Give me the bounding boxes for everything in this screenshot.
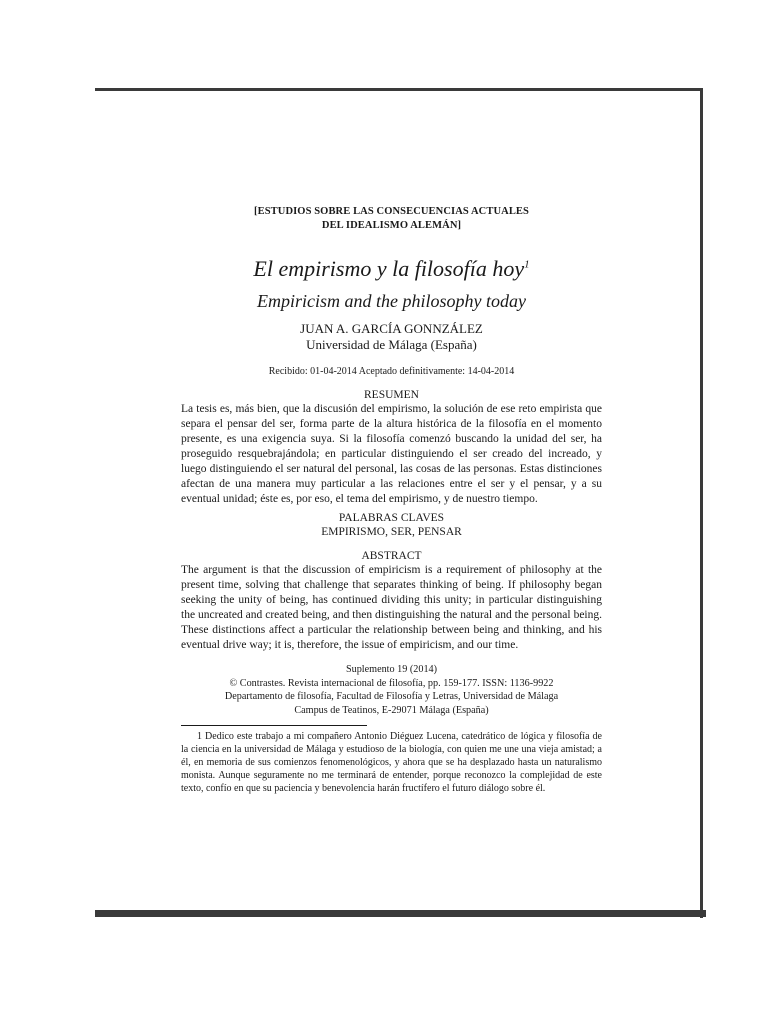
palabras-claves-heading: PALABRAS CLAVES	[338, 512, 445, 524]
received-accepted-dates: Recibido: 01-04-2014 Aceptado definitivamente: 14-04-2014	[268, 366, 515, 377]
resumen-text: La tesis es, más bien, que la discusión del empirismo, la solución de ese reto empirista que separa el pensar del ser, forma parte de la altura histórica de la filosofía en el momento presente, es una exigencia suya. Si la filosofía comenzó buscando la unidad del ser, ha proseguido resquebrajándola; en particular distinguiendo el ser creado del increado, y luego distinguiendo el ser natural del personal, las cosas de las personas. Estas distinciones afectan de una manera muy particular a las relaciones entre el ser y el pensar, y a su eventual unidad; éste es, por eso, el tema del empirismo, y de nuestro tiempo.	[181, 403, 602, 505]
series-heading-line-2: DEL IDEALISMO ALEMÁN]	[321, 220, 462, 231]
series-heading	[181, 205, 602, 233]
abstract-heading: ABSTRACT	[361, 550, 422, 562]
publication-info	[181, 663, 602, 717]
article-title-spanish-text: El empirismo y la filosofía hoy	[253, 256, 525, 281]
palabras-claves-text: EMPIRISMO, SER, PENSAR	[321, 526, 462, 538]
article-title-english: Empiricism and the philosophy today	[257, 291, 526, 311]
publication-supplement: Suplemento 19 (2014)	[345, 664, 438, 675]
article-first-page	[181, 205, 602, 795]
author-affiliation: Universidad de Málaga (España)	[306, 337, 477, 352]
publication-department: Departamento de filosofía, Facultad de Filosofía y Letras, Universidad de Málaga	[224, 691, 559, 702]
article-title-spanish	[181, 255, 602, 283]
series-heading-line-1: [ESTUDIOS SOBRE LAS CONSECUENCIAS ACTUALES	[254, 206, 529, 217]
publication-journal: © Contrastes. Revista internacional de filosofía, pp. 159-177. ISSN: 1136-9922	[229, 677, 554, 689]
page-bottom-border	[95, 910, 706, 917]
publication-campus: Campus de Teatinos, E-29071 Málaga (España)	[294, 704, 489, 716]
footnote-divider	[181, 725, 367, 726]
footnote-marker: 1	[524, 258, 530, 271]
resumen-heading: RESUMEN	[364, 389, 419, 401]
abstract-text: The argument is that the discussion of empiricism is a requirement of philosophy at the present time, solving that challenge that separates thinking of being. If philosophy began seeking the unity of being, has continued dividing this unity; in particular distinguishing the uncreated and created being, and then distinguishing the natural and the personal being. These distinctions affect a particular the relationship between being and thinking, and his eventual drive way; it is, therefore, the issue of empiricism, and our time.	[181, 564, 602, 651]
footnote-text: 1 Dedico este trabajo a mi compañero Antonio Diéguez Lucena, catedrático de lógica y filosofía de la ciencia en la universidad de Málaga y estudioso de la biología, con quien me une una vieja amistad; a él, en memoria de sus comienzos fenomenológicos, y ahora que se ha desplazado hasta un naturalismo monista. Aunque seguramente no me terminará de entender, porque reconozco la complejidad de este texto, confío en que su paciencia y benevolencia harán fructífero el futuro diálogo sobre él.	[181, 731, 602, 794]
author-name: JUAN A. GARCÍA GONNZÁLEZ	[300, 321, 483, 336]
